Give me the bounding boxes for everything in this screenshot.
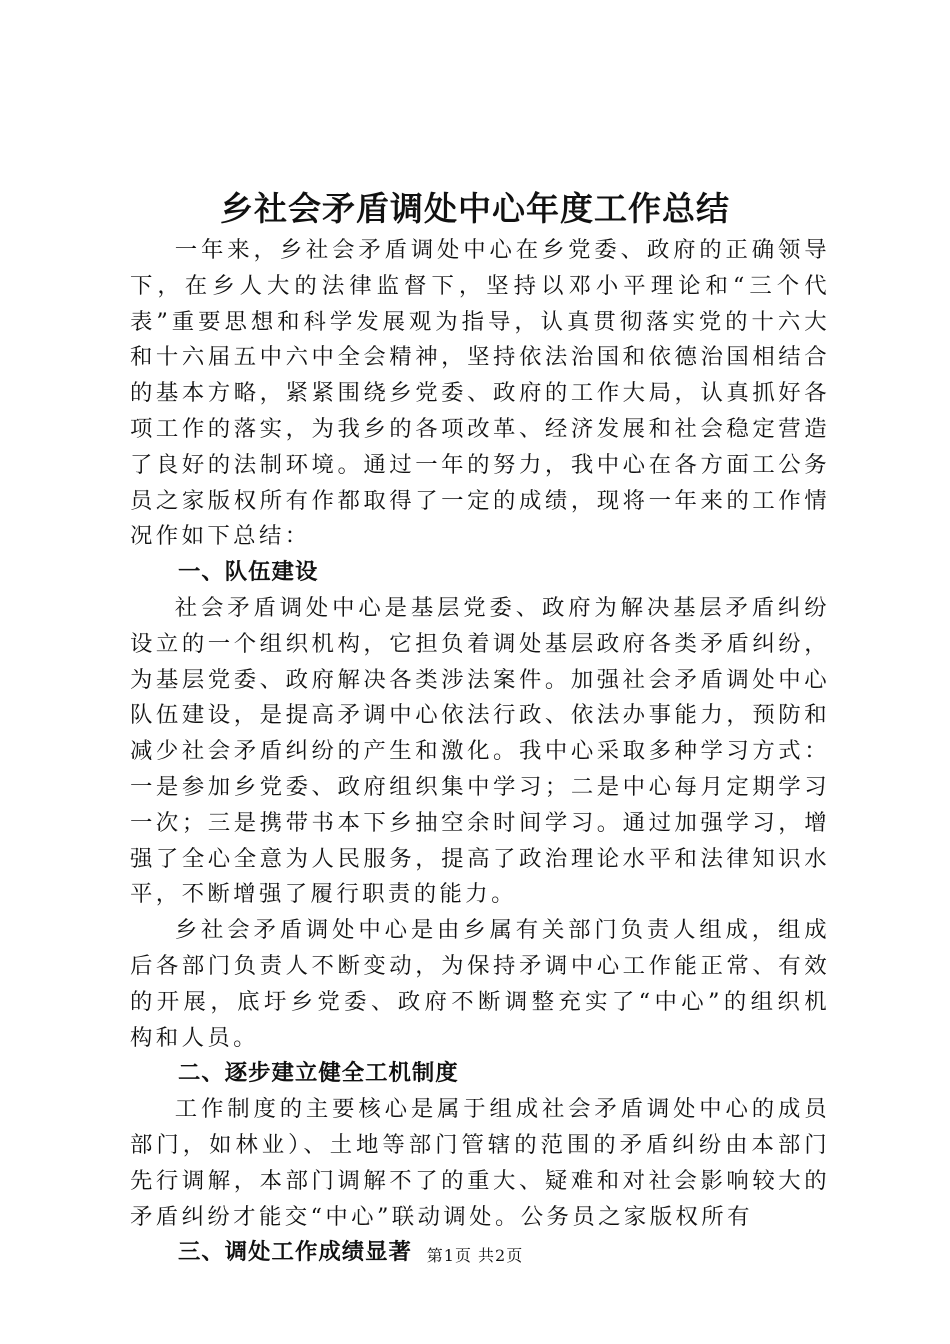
section-heading-3: 三、调处工作成绩显著 xyxy=(178,1239,412,1266)
section-heading-2: 二、逐步建立健全工机制度 xyxy=(178,1060,459,1087)
section-1-paragraph-2: 乡社会矛盾调处中心是由乡属有关部门负责人组成，组成后各部门负责人不断变动，为保持矛调中心工作能正常、有效的开展，底圩乡党委、政府不断调整充实了“中心”的组织机构和人员。 xyxy=(130,917,830,1051)
section-heading-1: 一、队伍建设 xyxy=(178,559,319,586)
document-body xyxy=(130,233,830,1271)
document-title: 乡社会矛盾调处中心年度工作总结 xyxy=(220,189,730,228)
section-1-paragraph-1: 社会矛盾调处中心是基层党委、政府为解决基层矛盾纠纷设立的一个组织机构，它担负着调处基层政府各类矛盾纠纷，为基层党委、政府解决各类涉法案件。加强社会矛盾调处中心队伍建设，是提高矛调中心依法行政、依法办事能力，预防和减少社会矛盾纠纷的产生和激化。我中心采取多种学习方式：一是参加乡党委、政府组织集中学习；二是中心每月定期学习一次；三是携带书本下乡抽空余时间学习。通过加强学习，增强了全心全意为人民服务，提高了政治理论水平和法律知识水平，不断增强了履行职责的能力。 xyxy=(130,594,830,908)
section-2-paragraph-1: 工作制度的主要核心是属于组成社会矛盾调处中心的成员部门，如林业）、土地等部门管辖的范围的矛盾纠纷由本部门先行调解，本部门调解不了的重大、疑难和对社会影响较大的矛盾纠纷才能交“中心”联动调处。公务员之家版权所有 xyxy=(130,1096,830,1230)
intro-paragraph: 一年来，乡社会矛盾调处中心在乡党委、政府的正确领导下，在乡人大的法律监督下，坚持以邓小平理论和“三个代表”重要思想和科学发展观为指导，认真贯彻落实党的十六大和十六届五中六中全会精神，坚持依法治国和依德治国相结合的基本方略，紧紧围绕乡党委、政府的工作大局，认真抓好各项工作的落实，为我乡的各项改革、经济发展和社会稳定营造了良好的法制环境。通过一年的努力，我中心在各方面工公务员之家版权所有作都取得了一定的成绩，现将一年来的工作情况作如下总结： xyxy=(130,237,830,550)
page-number-footer: 第1页 共2页 xyxy=(426,1246,524,1265)
